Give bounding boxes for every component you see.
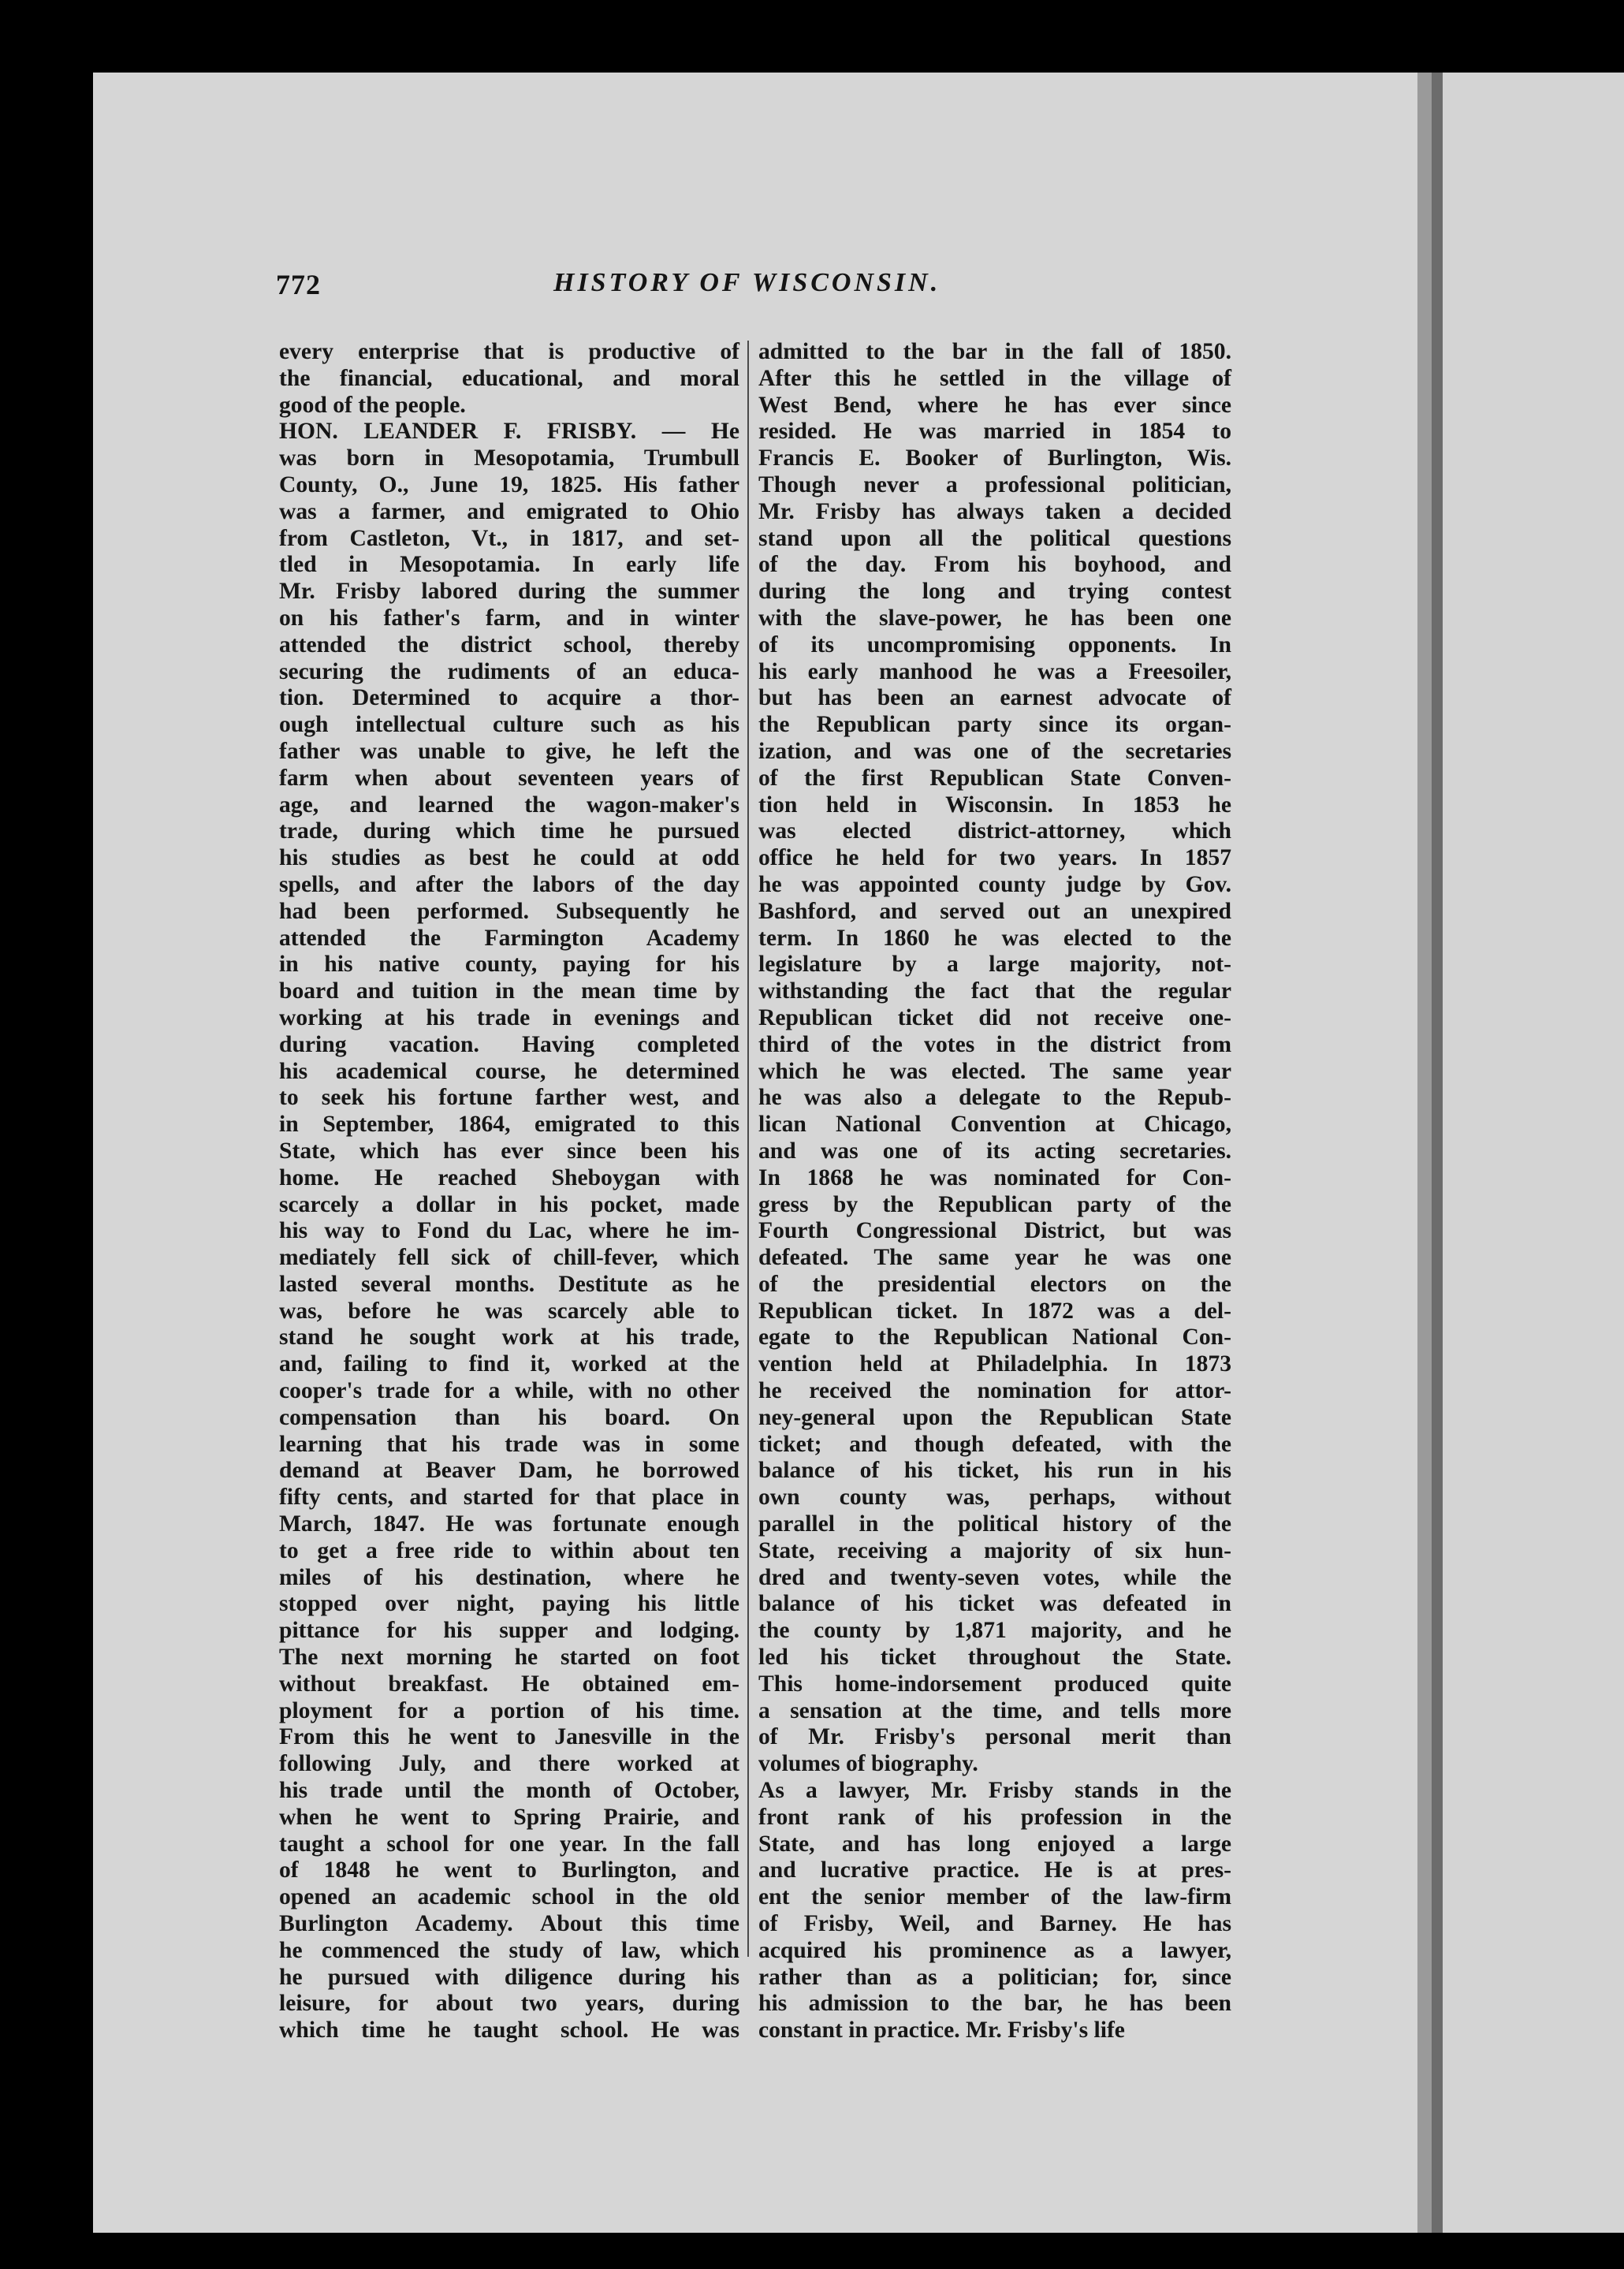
text-line: egate to the Republican National Con- xyxy=(758,1325,1231,1351)
text-line: stopped over night, paying his little xyxy=(279,1591,739,1617)
text-line: his studies as best he could at odd xyxy=(279,845,739,871)
text-line: admitted to the bar in the fall of 1850. xyxy=(758,339,1231,364)
text-line: balance of his ticket was defeated in xyxy=(758,1591,1231,1617)
text-line: he was also a delegate to the Repub- xyxy=(758,1085,1231,1111)
text-line: spells, and after the labors of the day xyxy=(279,871,739,897)
text-line: and, failing to find it, worked at the xyxy=(279,1351,739,1377)
text-line: resided. He was married in 1854 to xyxy=(758,419,1231,445)
text-line: parallel in the political history of the xyxy=(758,1511,1231,1537)
text-line: which he was elected. The same year xyxy=(758,1058,1231,1084)
text-line: of the presidential electors on the xyxy=(758,1271,1231,1297)
page-edge-shadow xyxy=(1417,73,1432,2233)
text-line: attended the district school, thereby xyxy=(279,632,739,658)
text-line: of 1848 he went to Burlington, and xyxy=(279,1857,739,1883)
text-line: of Mr. Frisby's personal merit than xyxy=(758,1724,1231,1750)
text-line: mediately fell sick of chill-fever, which xyxy=(279,1245,739,1271)
text-line: ticket; and though defeated, with the xyxy=(758,1431,1231,1457)
text-line: ough intellectual culture such as his xyxy=(279,712,739,738)
text-line: This home-indorsement produced quite xyxy=(758,1671,1231,1697)
text-line: his admission to the bar, he has been xyxy=(758,1991,1231,2017)
text-line: legislature by a large majority, not- xyxy=(758,952,1231,978)
text-line: tled in Mesopotamia. In early life xyxy=(279,552,739,578)
text-line: his early manhood he was a Freesoiler, xyxy=(758,658,1231,684)
text-line: ent the senior member of the law-firm xyxy=(758,1884,1231,1910)
text-line: to seek his fortune farther west, and xyxy=(279,1085,739,1111)
text-line: on his father's farm, and in winter xyxy=(279,605,739,631)
text-line: demand at Beaver Dam, he borrowed xyxy=(279,1458,739,1484)
text-line: constant in practice. Mr. Frisby's life xyxy=(758,2018,1125,2044)
text-line: he received the nomination for attor- xyxy=(758,1378,1231,1404)
text-line: but has been an earnest advocate of xyxy=(758,685,1231,711)
text-line: to get a free ride to within about ten xyxy=(279,1537,739,1563)
text-line: had been performed. Subsequently he xyxy=(279,898,739,924)
text-line: miles of his destination, where he xyxy=(279,1564,739,1590)
text-line: Republican ticket did not receive one- xyxy=(758,1004,1231,1030)
text-line: Though never a professional politician, xyxy=(758,471,1231,497)
text-line: led his ticket throughout the State. xyxy=(758,1645,1231,1671)
text-line: of the first Republican State Conven- xyxy=(758,765,1231,791)
text-line: was a farmer, and emigrated to Ohio xyxy=(279,498,739,524)
text-line: in September, 1864, emigrated to this xyxy=(279,1112,739,1138)
text-line: Fourth Congressional District, but was xyxy=(758,1218,1231,1244)
text-line: working at his trade in evenings and xyxy=(279,1004,739,1030)
text-line: tion held in Wisconsin. In 1853 he xyxy=(758,792,1231,818)
text-line: board and tuition in the mean time by xyxy=(279,978,739,1004)
text-line: In 1868 he was nominated for Con- xyxy=(758,1164,1231,1190)
text-line: HON. LEANDER F. FRISBY. — He xyxy=(279,419,739,445)
text-line: office he held for two years. In 1857 xyxy=(758,845,1231,871)
text-line: when he went to Spring Prairie, and xyxy=(279,1804,739,1830)
text-line: ployment for a portion of his time. xyxy=(279,1697,739,1723)
text-line: of Frisby, Weil, and Barney. He has xyxy=(758,1911,1231,1937)
text-line: acquired his prominence as a lawyer, xyxy=(758,1937,1231,1963)
text-line: securing the rudiments of an educa- xyxy=(279,658,739,684)
text-line: the county by 1,871 majority, and he xyxy=(758,1618,1231,1644)
text-line: the financial, educational, and moral xyxy=(279,365,739,391)
text-line: following July, and there worked at xyxy=(279,1751,739,1777)
text-line: his trade until the month of October, xyxy=(279,1778,739,1804)
text-line: volumes of biography. xyxy=(758,1751,978,1777)
text-line: As a lawyer, Mr. Frisby stands in the xyxy=(758,1778,1231,1804)
text-line: of its uncompromising opponents. In xyxy=(758,632,1231,658)
text-line: he pursued with diligence during his xyxy=(279,1964,739,1990)
text-line: leisure, for about two years, during xyxy=(279,1991,739,2017)
text-line: a sensation at the time, and tells more xyxy=(758,1697,1231,1723)
text-line: and lucrative practice. He is at pres- xyxy=(758,1857,1231,1883)
text-line: stand upon all the political questions xyxy=(758,525,1231,551)
text-line: fifty cents, and started for that place in xyxy=(279,1485,739,1511)
text-line: of the day. From his boyhood, and xyxy=(758,552,1231,578)
text-line: during the long and trying contest xyxy=(758,579,1231,605)
text-line: term. In 1860 he was elected to the xyxy=(758,925,1231,951)
text-line: taught a school for one year. In the fall xyxy=(279,1831,739,1857)
text-line: From this he went to Janesville in the xyxy=(279,1724,739,1750)
text-line: March, 1847. He was fortunate enough xyxy=(279,1511,739,1537)
column-divider xyxy=(747,341,749,1957)
text-line: ney-general upon the Republican State xyxy=(758,1404,1231,1430)
text-line: Mr. Frisby labored during the summer xyxy=(279,579,739,605)
text-line: his way to Fond du Lac, where he im- xyxy=(279,1218,739,1244)
text-line: pittance for his supper and lodging. xyxy=(279,1618,739,1644)
text-line: he commenced the study of law, which xyxy=(279,1937,739,1963)
text-line: dred and twenty-seven votes, while the xyxy=(758,1564,1231,1590)
text-line: in his native county, paying for his xyxy=(279,952,739,978)
text-line: from Castleton, Vt., in 1817, and set- xyxy=(279,525,739,551)
text-line: vention held at Philadelphia. In 1873 xyxy=(758,1351,1231,1377)
text-line: stand he sought work at his trade, xyxy=(279,1325,739,1351)
text-line: good of the people. xyxy=(279,392,466,418)
text-line: father was unable to give, he left the xyxy=(279,738,739,764)
page-number: 772 xyxy=(276,269,321,300)
text-line: balance of his ticket, his run in his xyxy=(758,1458,1231,1484)
text-line: attended the Farmington Academy xyxy=(279,925,739,951)
text-line: he was appointed county judge by Gov. xyxy=(758,871,1231,897)
left-text-column xyxy=(279,339,739,2044)
text-line: opened an academic school in the old xyxy=(279,1884,739,1910)
text-line: was born in Mesopotamia, Trumbull xyxy=(279,445,739,471)
text-line: his academical course, he determined xyxy=(279,1058,739,1084)
facing-page-gutter xyxy=(1432,73,1443,2233)
text-line: tion. Determined to acquire a thor- xyxy=(279,685,739,711)
text-line: scarcely a dollar in his pocket, made xyxy=(279,1191,739,1217)
text-line: third of the votes in the district from xyxy=(758,1031,1231,1057)
text-line: home. He reached Sheboygan with xyxy=(279,1164,739,1190)
text-line: compensation than his board. On xyxy=(279,1404,739,1430)
text-line: with the slave-power, he has been one xyxy=(758,605,1231,631)
text-line: during vacation. Having completed xyxy=(279,1031,739,1057)
text-line: age, and learned the wagon-maker's xyxy=(279,792,739,818)
page-header xyxy=(276,268,1323,315)
text-line: After this he settled in the village of xyxy=(758,365,1231,391)
text-line: County, O., June 19, 1825. His father xyxy=(279,471,739,497)
text-line: State, and has long enjoyed a large xyxy=(758,1831,1231,1857)
text-line: State, receiving a majority of six hun- xyxy=(758,1537,1231,1563)
text-line: Republican ticket. In 1872 was a del- xyxy=(758,1298,1231,1324)
text-line: Burlington Academy. About this time xyxy=(279,1911,739,1937)
text-line: without breakfast. He obtained em- xyxy=(279,1671,739,1697)
text-line: Mr. Frisby has always taken a decided xyxy=(758,498,1231,524)
text-line: West Bend, where he has ever since xyxy=(758,392,1231,418)
text-line: Bashford, and served out an unexpired xyxy=(758,898,1231,924)
text-line: withstanding the fact that the regular xyxy=(758,978,1231,1004)
text-line: Francis E. Booker of Burlington, Wis. xyxy=(758,445,1231,471)
text-line: State, which has ever since been his xyxy=(279,1138,739,1164)
running-head: HISTORY OF WISCONSIN. xyxy=(553,268,941,297)
text-line: gress by the Republican party of the xyxy=(758,1191,1231,1217)
text-line: ization, and was one of the secretaries xyxy=(758,738,1231,764)
text-line: every enterprise that is productive of xyxy=(279,339,739,364)
text-line: trade, during which time he pursued xyxy=(279,818,739,844)
text-line: lican National Convention at Chicago, xyxy=(758,1112,1231,1138)
text-line: and was one of its acting secretaries. xyxy=(758,1138,1231,1164)
text-line: was elected district-attorney, which xyxy=(758,818,1231,844)
text-line: The next morning he started on foot xyxy=(279,1645,739,1671)
text-line: lasted several months. Destitute as he xyxy=(279,1271,739,1297)
text-line: was, before he was scarcely able to xyxy=(279,1298,739,1324)
text-line: farm when about seventeen years of xyxy=(279,765,739,791)
text-line: the Republican party since its organ- xyxy=(758,712,1231,738)
text-line: front rank of his profession in the xyxy=(758,1804,1231,1830)
text-line: learning that his trade was in some xyxy=(279,1431,739,1457)
text-line: rather than as a politician; for, since xyxy=(758,1964,1231,1990)
text-line: own county was, perhaps, without xyxy=(758,1485,1231,1511)
text-line: cooper's trade for a while, with no other xyxy=(279,1378,739,1404)
text-line: defeated. The same year he was one xyxy=(758,1245,1231,1271)
facing-page-edge xyxy=(1432,73,1624,2233)
right-text-column xyxy=(758,339,1231,2044)
text-line: which time he taught school. He was xyxy=(279,2018,739,2044)
